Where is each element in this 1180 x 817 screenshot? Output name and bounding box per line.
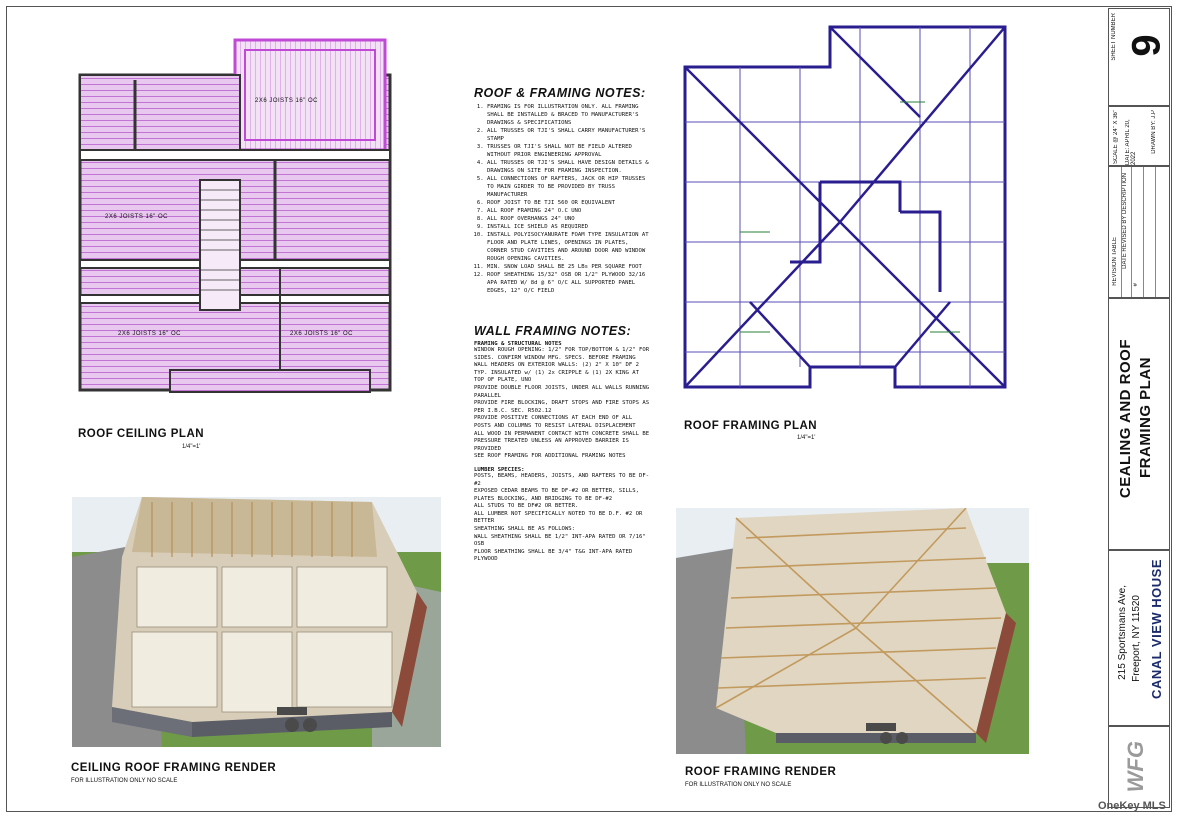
wall-note-paragraph: WALL HEADERS ON EXTERIOR WALLS: (2) 2" X 10" DF 2 TYP. INSULATED w/ (1) 2x CRIPPLE & (1) 2X KING AT TOP OF PLATE, UNO [474, 362, 640, 384]
roof-ceiling-plan-title: ROOF CEILING PLAN [78, 428, 205, 440]
ceiling-render-note: FOR ILLUSTRATION ONLY NO SCALE [71, 778, 178, 784]
roof-framing-plan-scale: 1/4"=1' [797, 435, 816, 441]
lumber-note-paragraph: WALL SHEATHING SHALL BE 1/2" INT-APA RATED OR 7/16" OSB [474, 533, 646, 548]
wall-notes-subheading: FRAMING & STRUCTURAL NOTES [474, 341, 562, 347]
roof-note-item: 5. ALL CONNECTIONS OF RAFTERS, JACK OR HIP TRUSSES TO MAIN GIRDER TO BE PROVIDED BY TRUSS MANUFACTURER [487, 175, 650, 199]
roof-notes-heading: ROOF & FRAMING NOTES: [474, 86, 646, 100]
logo-box [1108, 726, 1170, 808]
wall-note-paragraph: PROVIDE POSITIVE CONNECTIONS AT EACH END OF ALL POSTS AND COLUMNS TO RESIST LATERAL DISPLACEMENT [474, 415, 636, 429]
ceiling-render-title: CEILING ROOF FRAMING RENDER [71, 762, 277, 774]
lumber-note-paragraph: FLOOR SHEATHING SHALL BE 3/4" T&G INT-APA RATED PLYWOOD [474, 548, 633, 563]
project-name: CANAL VIEW HOUSE [1149, 559, 1164, 699]
ceiling-joist-label-1: 2X6 JOISTS 16" OC [255, 98, 318, 104]
ceiling-joist-label-3: 2X6 JOISTS 16" OC [118, 331, 181, 337]
roof-framing-notes [474, 86, 650, 295]
lumber-note-paragraph: ALL STUDS TO BE DF#2 OR BETTER. [474, 503, 579, 510]
roof-note-item: 11. MIN. SNOW LOAD SHALL BE 25 LBs PER SQUARE FOOT [487, 263, 650, 271]
roof-note-item: 2. ALL TRUSSES OR TJI'S SHALL CARRY MANUFACTURER'S STAMP [487, 127, 650, 143]
sheet-title-line2: FRAMING PLAN [1137, 357, 1154, 478]
date-text: DATE: APRIL 20, 2022 [1125, 119, 1137, 165]
ceiling-render-image [72, 497, 441, 747]
lumber-note-paragraph: ALL LUMBER NOT SPECIFICALLY NOTED TO BE D.F. #2 OR BETTER [474, 510, 643, 525]
sheet-number: 9 [1124, 34, 1169, 57]
sheet-title-line1: CEALING AND ROOF [1117, 339, 1134, 499]
scale-date-box [1108, 106, 1170, 166]
lumber-note-paragraph: SHEATHING SHALL BE AS FOLLOWS: [474, 526, 576, 533]
title-block [1108, 8, 1170, 808]
roof-render-note: FOR ILLUSTRATION ONLY NO SCALE [685, 782, 792, 788]
roof-notes-list [474, 103, 650, 295]
revision-columns: DATE REVISED BY DESCRIPTION [1122, 173, 1128, 269]
roof-render-image [676, 508, 1029, 754]
revision-number: # [1133, 283, 1139, 287]
lumber-note-paragraph: POSTS, BEAMS, HEADERS, JOISTS, AND RAFTERS TO BE DF-#2 [474, 472, 650, 487]
lumber-note-paragraph: EXPOSED CEDAR BEAMS TO BE DF-#2 OR BETTER, SILLS, PLATES BLOCKING, AND BRIDGING TO BE DF-#2 [474, 488, 640, 502]
roof-note-item: 1. FRAMING IS FOR ILLUSTRATION ONLY. ALL FRAMING SHALL BE INSTALLED & BRACED TO MANUFACTURER'S DRAWINGS & SPECIFICATIONS [487, 103, 650, 127]
revision-table [1108, 166, 1170, 298]
ceiling-joist-label-2: 2X6 JOISTS 16" OC [105, 214, 168, 220]
roof-note-item: 10. INSTALL POLYISOCYANURATE FOAM TYPE INSULATION AT FLOOR AND PLATE LINES, OPENINGS IN PLATES, CORNER STUD CAVITIES AND AROUND DOOR AND WINDOW ROUGH OPENING CAVITIES. [487, 231, 650, 263]
roof-note-item: 3. TRUSSES OR TJI'S SHALL NOT BE FIELD ALTERED WITHOUT PRIOR ENGINEERING APPROVAL [487, 143, 650, 159]
sheet-number-label: SHEET NUMBER [1111, 13, 1117, 61]
roof-note-item: 8. ALL ROOF OVERHANGS 24" UNO [487, 215, 650, 223]
roof-render-title: ROOF FRAMING RENDER [685, 766, 837, 778]
roof-note-item: 9. INSTALL ICE SHIELD AS REQUIRED [487, 223, 650, 231]
address-line1: 215 Sportsmans Ave, [1117, 585, 1128, 680]
roof-note-item: 6. ROOF JOIST TO BE TJI 560 OR EQUIVALENT [487, 199, 650, 207]
watermark: OneKey MLS [1098, 800, 1166, 812]
roof-framing-plan-drawing [680, 22, 1020, 412]
wall-note-paragraph: PROVIDE DOUBLE FLOOR JOISTS, UNDER ALL WALLS RUNNING PARALLEL [474, 384, 650, 399]
drawn-by-text: DRAWN BY: J.P [1151, 110, 1157, 154]
ceiling-joist-label-4: 2X6 JOISTS 16" OC [290, 331, 353, 337]
lumber-species-heading: LUMBER SPECIES: [474, 466, 525, 473]
scale-text: SCALE @ 24" X 36" [1113, 110, 1119, 165]
roof-note-item: 4. ALL TRUSSES OR TJI'S SHALL HAVE DESIGN DETAILS & DRAWINGS ON SITE FOR FRAMING INSPECTION. [487, 159, 650, 175]
wall-note-paragraph: PROVIDE FIRE BLOCKING, DRAFT STOPS AND FIRE STOPS AS PER I.B.C. SEC. R502.12 [474, 400, 650, 414]
roof-note-item: 7. ALL ROOF FRAMING 24" O.C UNO [487, 207, 650, 215]
roof-framing-plan-title: ROOF FRAMING PLAN [684, 420, 818, 432]
wall-notes-heading: WALL FRAMING NOTES: [474, 324, 632, 338]
revision-table-label: REVISION TABLE [1112, 237, 1118, 286]
sheet-number-box [1108, 8, 1170, 106]
roof-ceiling-plan-scale: 1/4"=1' [182, 444, 201, 450]
wall-note-paragraph: WINDOW ROUGH OPENING: 1/2" FOR TOP/BOTTOM & 1/2" FOR SIDES. CONFIRM WINDOW MFG. SPECS. BEFORE FRAMING [474, 347, 650, 361]
company-logo: WFG [1123, 741, 1148, 793]
wall-note-paragraph: SEE ROOF FRAMING FOR ADDITIONAL FRAMING NOTES [474, 453, 626, 460]
sheet-title-box [1108, 298, 1170, 550]
wall-note-paragraph: ALL WOOD IN PERMANENT CONTACT WITH CONCRETE SHALL BE PRESSURE TREATED UNLESS AN APPROVED BARRIER IS PROVIDED [474, 430, 650, 452]
address-line2: Freeport, NY 11520 [1131, 595, 1142, 682]
project-box [1108, 550, 1170, 726]
wall-framing-notes [474, 324, 650, 564]
roof-note-item: 12. ROOF SHEATHING 15/32" OSB OR 1/2" PLYWOOD 32/16 APA RATED W/ 8d @ 6" O/C ALL SUPPORTED PANEL EDGES, 12" O/C FIELD [487, 271, 650, 295]
